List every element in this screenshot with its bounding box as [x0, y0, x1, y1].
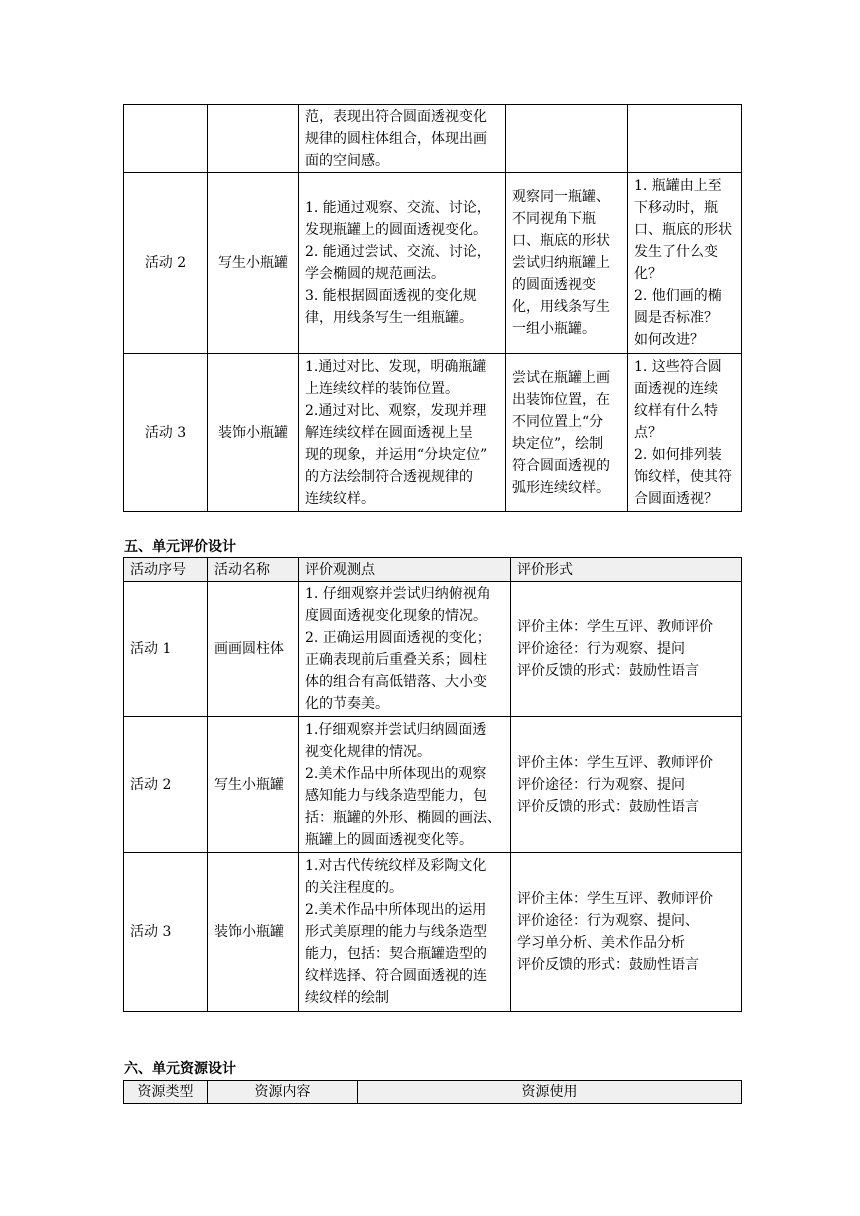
activity-no-cell: 活动 3: [124, 354, 208, 512]
eval-form-cell: 评价主体：学生互评、教师评价 评价途径：行为观察、提问、 学习单分析、美术作品分析 评价反馈的形式：鼓励性语言: [511, 853, 742, 1012]
column-header: 活动序号: [124, 558, 208, 582]
eval-form-cell: 评价主体：学生互评、教师评价 评价途径：行为观察、提问 评价反馈的形式：鼓励性语言: [511, 717, 742, 853]
table-row: [124, 853, 742, 1012]
column-header: 活动名称: [208, 558, 299, 582]
activity-name-cell: 装饰小瓶罐: [208, 354, 299, 512]
activity-name-cell: 装饰小瓶罐: [208, 853, 299, 1012]
question-cell: [628, 105, 742, 173]
column-header: 资源类型: [124, 1081, 208, 1104]
table-row: [124, 173, 742, 354]
activity-name-cell: [208, 105, 299, 173]
column-header: 资源内容: [208, 1081, 358, 1104]
column-header: 评价形式: [511, 558, 742, 582]
activity-no-cell: 活动 2: [124, 173, 208, 354]
evaluation-table: [123, 557, 742, 1012]
section-title: 五、单元评价设计: [124, 539, 236, 555]
table-header-row: [124, 558, 742, 582]
activity-no-cell: 活动 3: [124, 853, 208, 1012]
goal-cell: 范，表现出符合圆面透视变化 规律的圆柱体组合，体现出画 面的空间感。: [299, 105, 506, 173]
activity-cell: 观察同一瓶罐、 不同视角下瓶 口、瓶底的形状 尝试归纳瓶罐上 的圆面透视变 化，用线条写生 一组小瓶罐。: [506, 173, 628, 354]
question-cell: 1. 这些符合圆 面透视的连续 纹样有什么特 点？ 2. 如何排列装 饰纹样，使其符 合圆面透视？: [628, 354, 742, 512]
activity-no-cell: [124, 105, 208, 173]
activity-name-cell: 画画圆柱体: [208, 582, 299, 717]
section-title: 六、单元资源设计: [124, 1061, 236, 1077]
goal-cell: 1. 能通过观察、交流、讨论， 发现瓶罐上的圆面透视变化。 2. 能通过尝试、交流、讨论， 学会椭圆的规范画法。 3. 能根据圆面透视的变化规 律，用线条写生一组瓶罐。: [299, 173, 506, 354]
eval-points-cell: 1.对古代传统纹样及彩陶文化 的关注程度的。 2.美术作品中所体现出的运用 形式美原理的能力与线条造型 能力，包括：契合瓶罐造型的 纹样选择、符合圆面透视的连 续纹样的绘制: [299, 853, 511, 1012]
activity-no-cell: 活动 2: [124, 717, 208, 853]
table-row: [124, 105, 742, 173]
eval-points-cell: 1. 仔细观察并尝试归纳俯视角 度圆面透视变化现象的情况。 2. 正确运用圆面透视的变化； 正确表现前后重叠关系；圆柱 体的组合有高低错落、大小变 化的节奏美。: [299, 582, 511, 717]
column-header: 资源使用: [358, 1081, 742, 1104]
table-row: [124, 354, 742, 512]
activity-name-cell: 写生小瓶罐: [208, 173, 299, 354]
table-header-row: [124, 1081, 742, 1104]
activity-no-cell: 活动 1: [124, 582, 208, 717]
column-header: 评价观测点: [299, 558, 511, 582]
table-row: [124, 582, 742, 717]
eval-points-cell: 1.仔细观察并尝试归纳圆面透 视变化规律的情况。 2.美术作品中所体现出的观察 感知能力与线条造型能力，包 括：瓶罐的外形、椭圆的画法、 瓶罐上的圆面透视变化等。: [299, 717, 511, 853]
goal-cell: 1.通过对比、发现，明确瓶罐 上连续纹样的装饰位置。 2.通过对比、观察，发现并理 解连续纹样在圆面透视上呈 现的现象，并运用“分块定位” 的方法绘制符合透视规律的 连续纹样。: [299, 354, 506, 512]
resource-table: [123, 1080, 742, 1104]
activity-design-table: [123, 104, 742, 512]
question-cell: 1. 瓶罐由上至 下移动时，瓶 口、瓶底的形状 发生了什么变 化？ 2. 他们画的椭 圆是否标准？ 如何改进？: [628, 173, 742, 354]
activity-cell: [506, 105, 628, 173]
activity-cell: 尝试在瓶罐上画 出装饰位置，在 不同位置上“分 块定位”，绘制 符合圆面透视的 弧形连续纹样。: [506, 354, 628, 512]
activity-name-cell: 写生小瓶罐: [208, 717, 299, 853]
eval-form-cell: 评价主体：学生互评、教师评价 评价途径：行为观察、提问 评价反馈的形式：鼓励性语言: [511, 582, 742, 717]
table-row: [124, 717, 742, 853]
